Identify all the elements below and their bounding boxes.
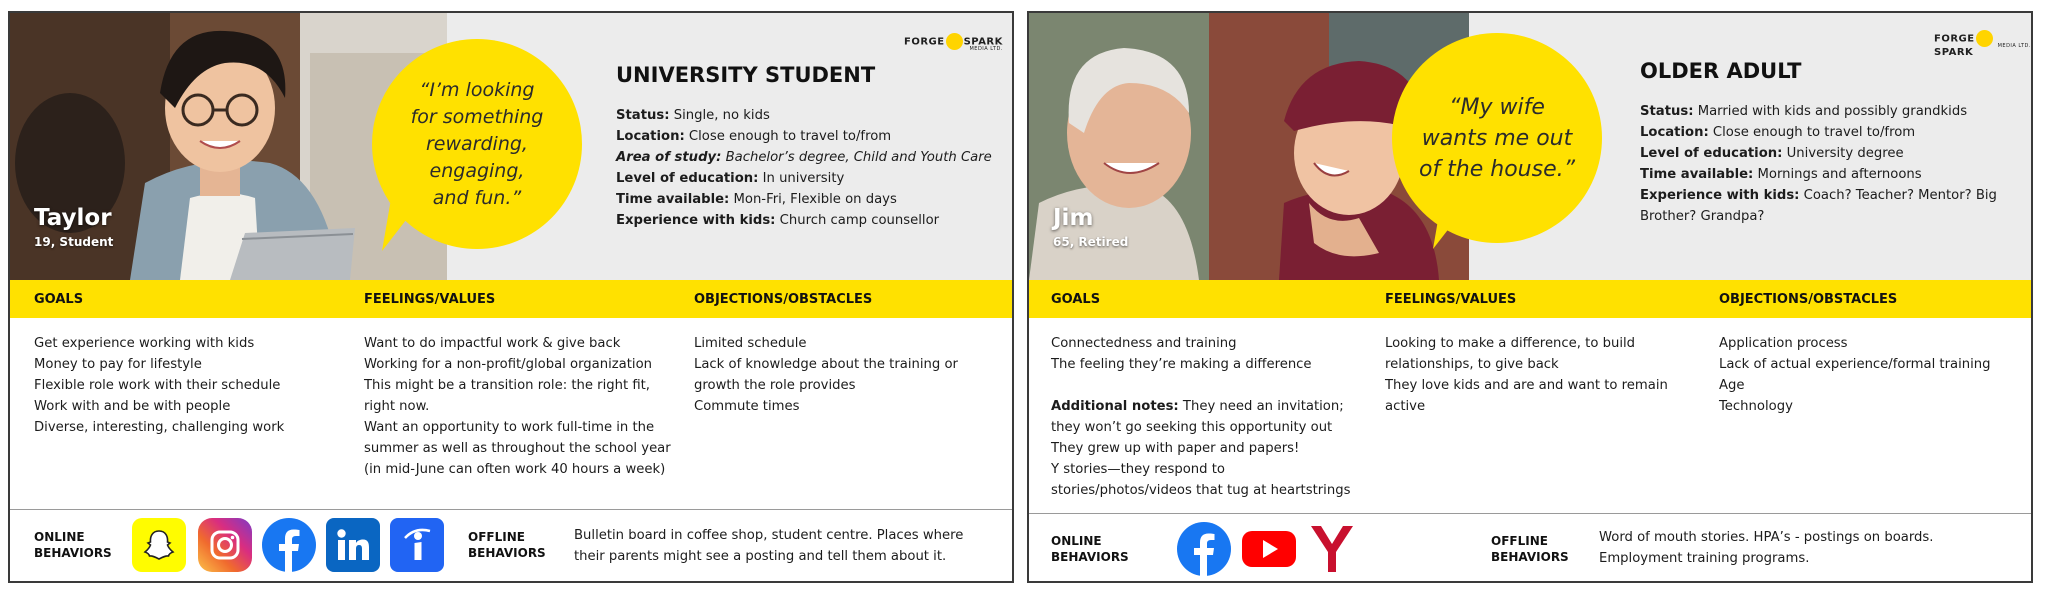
offline-behaviors-text: Bulletin board in coffee shop, student centre. Places where their parents might see a posting and tell them about it. [574, 528, 964, 564]
list-item: Y stories—they respond to stories/photos/videos that tug at heartstrings [1051, 462, 1351, 498]
logo-text-right: SPARK [963, 36, 1003, 48]
logo-subtitle: MEDIA LTD. [969, 46, 1003, 52]
list-item: Lack of actual experience/formal training [1719, 357, 1991, 372]
persona-card-older-adult [1027, 11, 2033, 583]
persona-title: UNIVERSITY STUDENT [616, 63, 876, 87]
linkedin-icon [326, 518, 380, 572]
list-item: Lack of knowledge about the training or growth the role provides [694, 357, 958, 393]
quote-text: “I’m looking for something rewarding, engaging, and fun.” [410, 78, 544, 209]
persona-age-role: 19, Student [34, 235, 114, 249]
feelings-header: FEELINGS/VALUES [1385, 292, 1517, 307]
detail-time-available: Time available: Mon-Fri, Flexible on days [616, 192, 897, 207]
objections-header: OBJECTIONS/OBSTACLES [694, 292, 873, 307]
logo-text-left: FORGE [1934, 33, 1975, 45]
persona-name: Taylor [34, 205, 112, 231]
detail-location: Location: Close enough to travel to/from [616, 129, 892, 144]
additional-notes: Additional notes: They need an invitation; they won’t go seeking this opportunity out [1051, 399, 1344, 435]
forge-spark-logo [904, 33, 1003, 50]
list-item: Looking to make a difference, to build relationships, to give back [1385, 336, 1636, 372]
facebook-icon [1177, 522, 1231, 576]
logo-ampersand-icon [1976, 30, 1993, 47]
persona-age-role: 65, Retired [1053, 235, 1129, 249]
detail-area-of-study: Area of study: Bachelor’s degree, Child and Youth Care [616, 150, 992, 165]
objections-list [694, 333, 994, 417]
section-header-band [1029, 280, 2031, 318]
list-item: Application process [1719, 336, 1848, 351]
list-item: Flexible role work with their schedule [34, 378, 281, 393]
feelings-header: FEELINGS/VALUES [364, 292, 496, 307]
spacer [1051, 375, 1366, 396]
detail-experience: Experience with kids: Church camp counsellor [616, 213, 940, 228]
persona-details [1640, 101, 2020, 227]
list-item: Connectedness and training [1051, 336, 1237, 351]
objections-list [1719, 333, 2019, 417]
detail-status: Status: Married with kids and possibly grandkids [1640, 104, 1968, 119]
list-item: Want an opportunity to work full-time in the summer as well as throughout the school year (in mid-June can often work 40 hours a week) [364, 420, 671, 477]
logo-text-right: SPARK [1934, 47, 1974, 58]
list-item: Age [1719, 378, 1745, 393]
persona-details [616, 105, 1006, 231]
detail-education: Level of education: University degree [1640, 146, 1904, 161]
snapchat-icon [132, 518, 186, 572]
online-behaviors-label: ONLINE BEHAVIORS [34, 530, 112, 560]
feelings-list [1385, 333, 1697, 417]
instagram-icon [198, 518, 252, 572]
list-item: Money to pay for lifestyle [34, 357, 202, 372]
objections-header: OBJECTIONS/OBSTACLES [1719, 292, 1898, 307]
goals-list [1051, 333, 1366, 501]
offline-behaviors-label: OFFLINE BEHAVIORS [468, 530, 546, 560]
forge-spark-logo [1934, 30, 2031, 58]
detail-location: Location: Close enough to travel to/from [1640, 125, 1916, 140]
list-item: Commute times [694, 399, 800, 414]
persona-header [1029, 13, 2031, 280]
list-item: Technology [1719, 399, 1793, 414]
quote-bubble [1392, 33, 1602, 243]
goals-header: GOALS [34, 292, 84, 307]
ymca-icon [1305, 522, 1359, 576]
list-item: Get experience working with kids [34, 336, 255, 351]
list-item: Diverse, interesting, challenging work [34, 420, 285, 435]
quote-text: “My wife wants me out of the house.” [1418, 94, 1576, 182]
online-behaviors-label: ONLINE BEHAVIORS [1051, 534, 1129, 564]
detail-status: Status: Single, no kids [616, 108, 770, 123]
goals-list [34, 333, 344, 438]
behaviors-divider [10, 509, 1012, 510]
list-item: They grew up with paper and papers! [1051, 441, 1300, 456]
youtube-icon [1242, 522, 1296, 576]
offline-behaviors-text: Word of mouth stories. HPA’s - postings on boards. Employment training programs. [1599, 530, 1934, 566]
detail-time-available: Time available: Mornings and afternoons [1640, 167, 1922, 182]
logo-text-left: FORGE [904, 36, 945, 48]
persona-card-university-student [8, 11, 1014, 583]
logo-ampersand-icon [946, 33, 963, 50]
detail-experience: Experience with kids: Coach? Teacher? Mentor? Big Brother? Grandpa? [1640, 188, 1997, 224]
list-item: Working for a non-profit/global organization [364, 357, 653, 372]
list-item: The feeling they’re making a difference [1051, 357, 1312, 372]
list-item: Work with and be with people [34, 399, 231, 414]
behaviors-divider [1029, 513, 2031, 514]
indeed-icon [390, 518, 444, 572]
persona-header [10, 13, 1012, 280]
offline-behaviors-label: OFFLINE BEHAVIORS [1491, 534, 1569, 564]
feelings-list [364, 333, 676, 480]
persona-name: Jim [1053, 205, 1094, 231]
logo-subtitle: MEDIA LTD. [1997, 43, 2031, 49]
goals-header: GOALS [1051, 292, 1101, 307]
detail-education: Level of education: In university [616, 171, 845, 186]
section-header-band [10, 280, 1012, 318]
list-item: Want to do impactful work & give back [364, 336, 621, 351]
list-item: Limited schedule [694, 336, 807, 351]
list-item: They love kids and are and want to remain active [1385, 378, 1668, 414]
persona-title: OLDER ADULT [1640, 59, 1802, 83]
facebook-icon [262, 518, 316, 572]
quote-bubble [372, 39, 582, 249]
list-item: This might be a transition role: the right fit, right now. [364, 378, 651, 414]
